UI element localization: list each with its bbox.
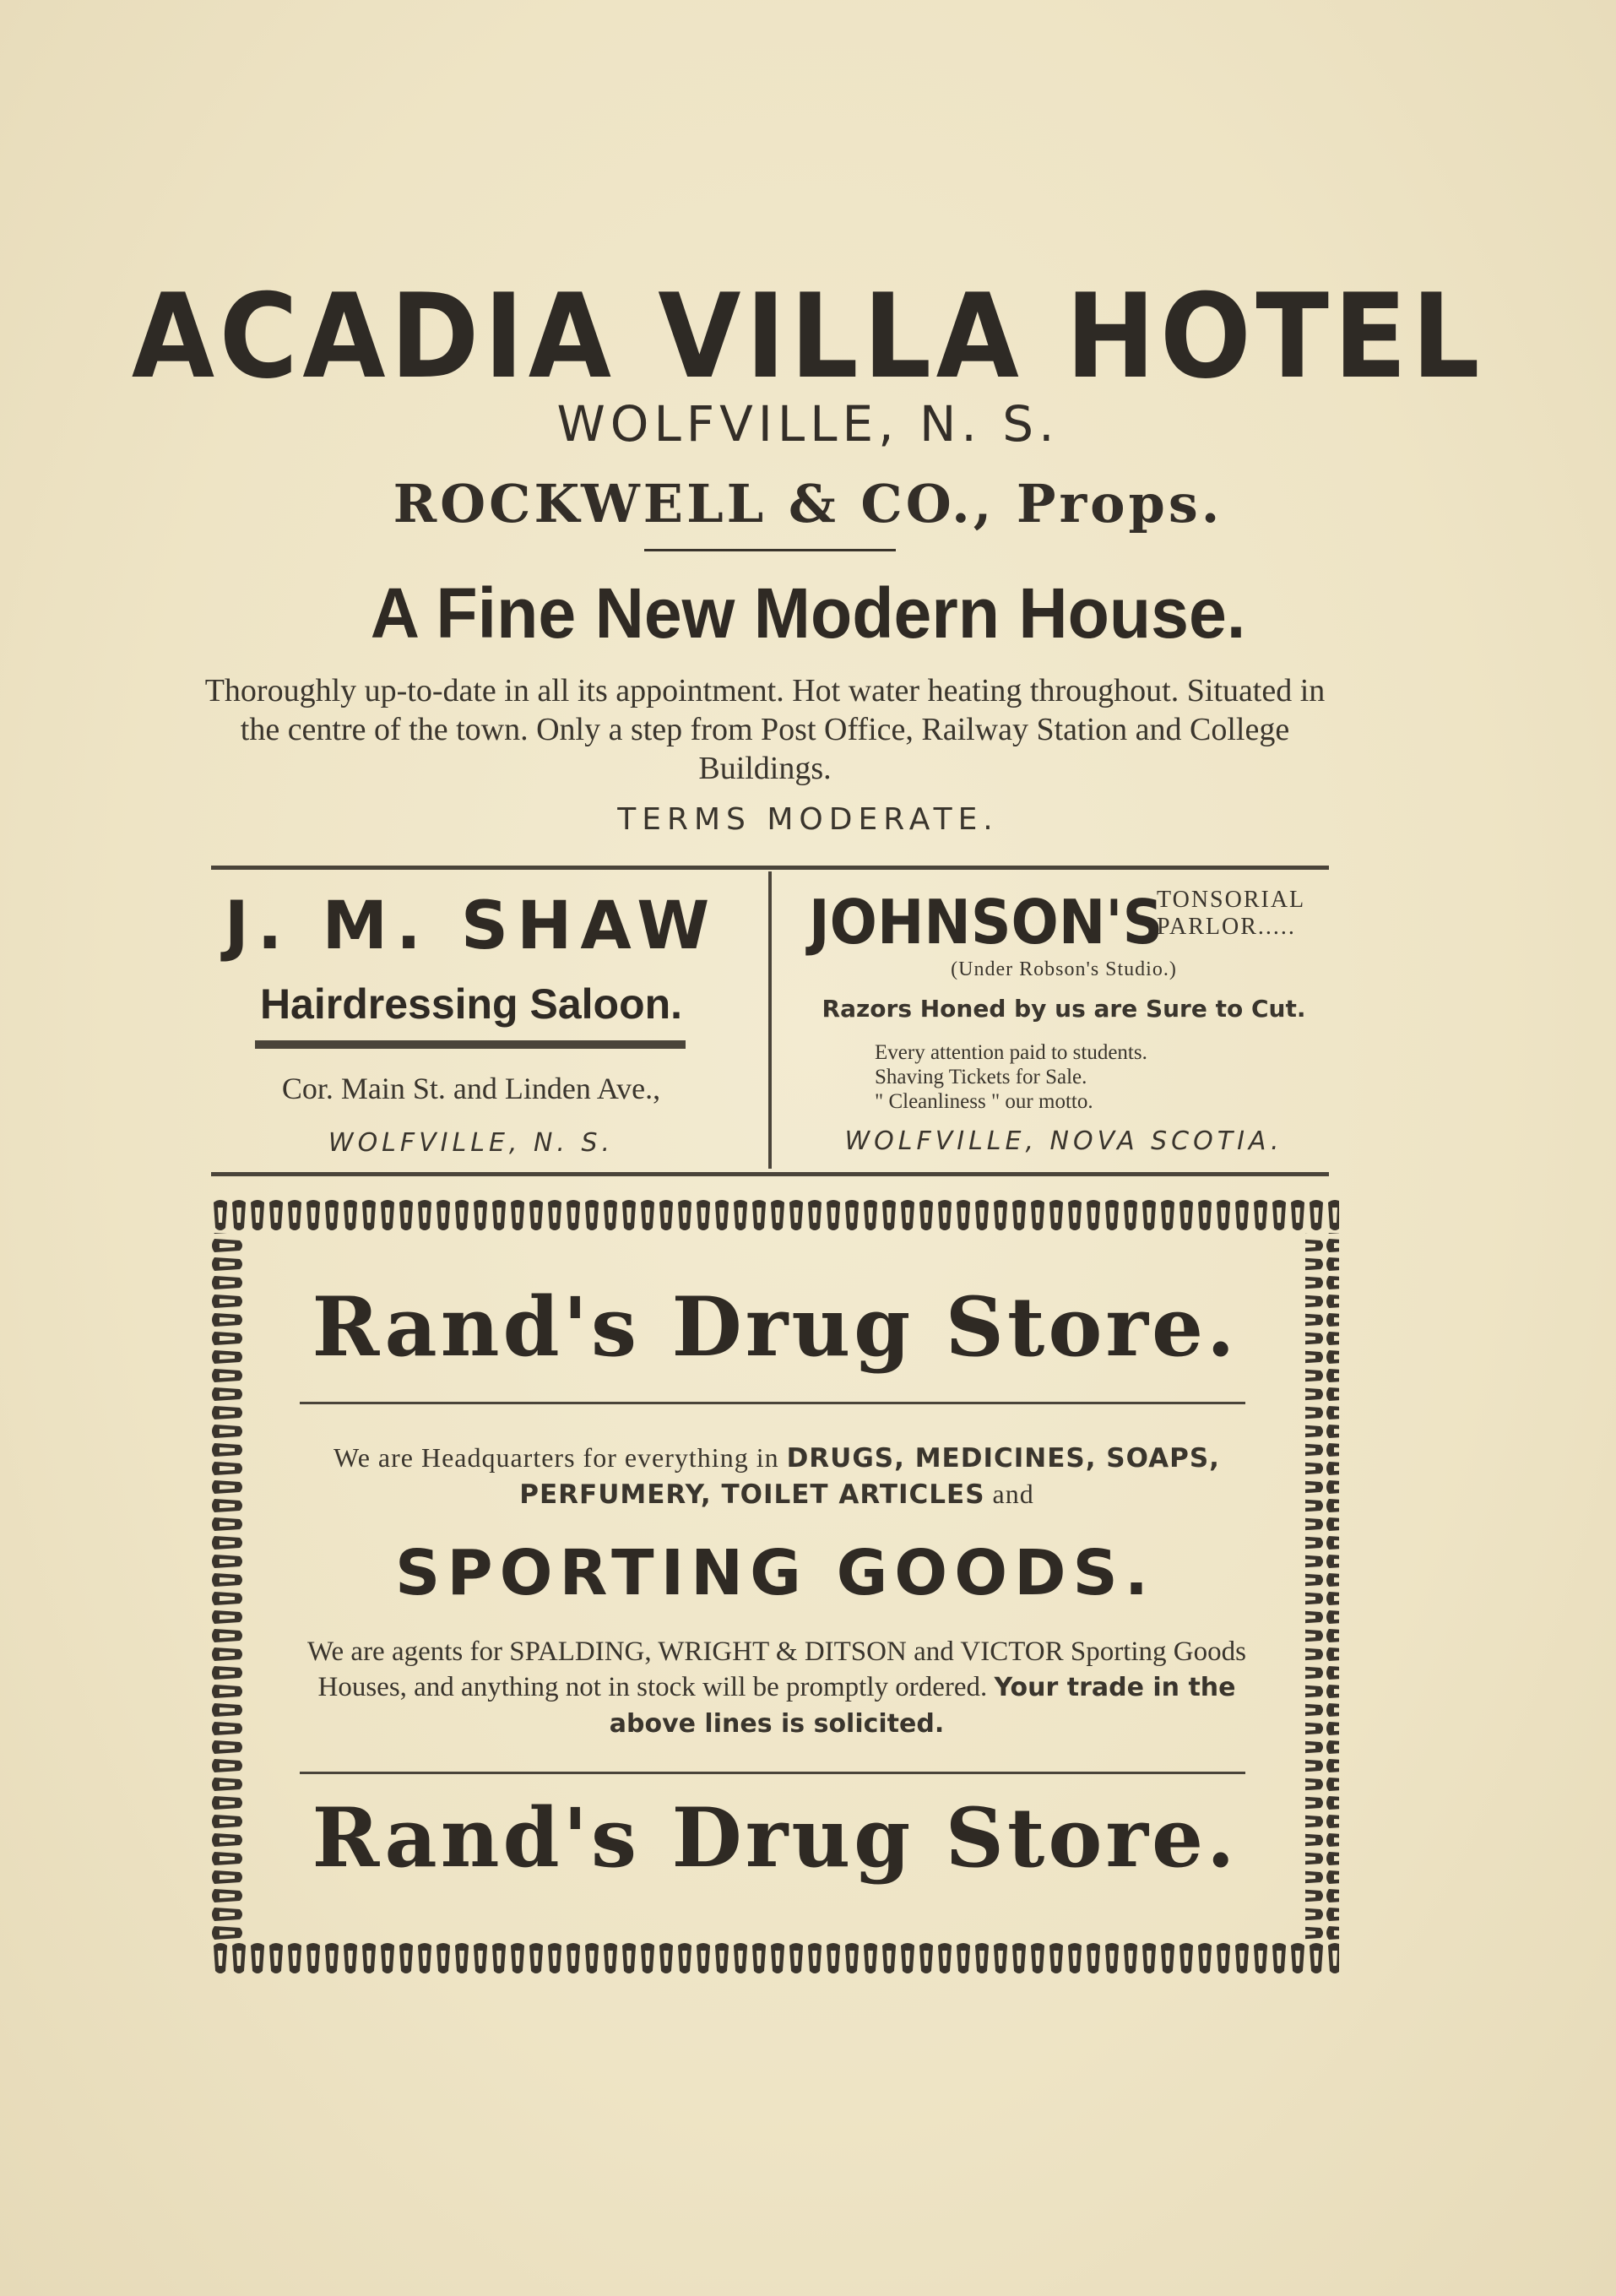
shaw-business: Hairdressing Saloon. xyxy=(259,980,683,1028)
hotel-town: WOLFVILLE, N. S. xyxy=(556,395,1060,453)
drug-store-intro-plain: We are Headquarters for everything in xyxy=(334,1442,779,1473)
johnson-business-type xyxy=(1157,887,1342,941)
drug-store-headline: SPORTING GOODS. xyxy=(395,1537,1155,1609)
johnson-extra-line-1: Every attention paid to students. xyxy=(875,1041,1147,1064)
drug-store-agents-text: We are agents for SPALDING, WRIGHT & DITSON and VICTOR Sporting Goods Houses, and anything not in stock will be promptly ordered. xyxy=(307,1637,1246,1702)
shaw-name: J. M. SHAW xyxy=(224,888,719,964)
hotel-terms: TERMS MODERATE. xyxy=(617,802,999,837)
johnson-extra-line-2: Shaving Tickets for Sale. xyxy=(875,1066,1087,1088)
drug-store-footer-title: Rand's Drug Store. xyxy=(312,1790,1239,1886)
drug-store-solicit: Your trade in the above lines is solicited. xyxy=(609,1673,1236,1739)
shaw-address: Cor. Main St. and Linden Ave., xyxy=(281,1072,661,1105)
border-top xyxy=(211,1199,1339,1233)
johnson-razors: Razors Honed by us are Sure to Cut. xyxy=(822,995,1306,1023)
shaw-location: WOLFVILLE, N. S. xyxy=(328,1128,615,1158)
hotel-tagline: A Fine New Modern House. xyxy=(370,573,1246,653)
column-divider xyxy=(768,871,772,1169)
johnson-extra-line-3: " Cleanliness " our motto. xyxy=(875,1090,1093,1113)
johnson-extra xyxy=(875,1040,1147,1114)
hotel-proprietors: ROCKWELL & CO., Props. xyxy=(393,473,1223,535)
drug-store-title: Rand's Drug Store. xyxy=(312,1279,1239,1375)
drug-store-intro xyxy=(296,1440,1258,1512)
johnson-type-line-2: PARLOR..... xyxy=(1157,914,1296,940)
hotel-divider xyxy=(644,549,896,551)
drug-store-intro-end: and xyxy=(992,1479,1034,1509)
drug-store-divider-bottom xyxy=(300,1772,1245,1774)
drug-store-divider-top xyxy=(300,1402,1245,1404)
hotel-name: ACADIA VILLA HOTEL xyxy=(131,269,1485,404)
johnson-name: JOHNSON'S xyxy=(809,887,1163,958)
drug-store-agents xyxy=(300,1634,1254,1742)
section-divider-bottom xyxy=(211,1172,1329,1176)
hotel-description: Thoroughly up-to-date in all its appointment. Hot water heating throughout. Situated in the centre of the town. Only a step from Post Office, Railway Station and College Buildings. xyxy=(204,673,1326,786)
drug-store-intro-products: DRUGS, MEDICINES, SOAPS, PERFUMERY, TOILET ARTICLES xyxy=(519,1443,1220,1510)
border-bottom xyxy=(211,1942,1339,1976)
johnson-type-line-1: TONSORIAL xyxy=(1157,887,1306,913)
shaw-divider xyxy=(255,1040,686,1049)
johnson-location: WOLFVILLE, NOVA SCOTIA. xyxy=(844,1126,1283,1156)
johnson-note: (Under Robson's Studio.) xyxy=(951,958,1177,980)
section-divider-top xyxy=(211,866,1329,870)
